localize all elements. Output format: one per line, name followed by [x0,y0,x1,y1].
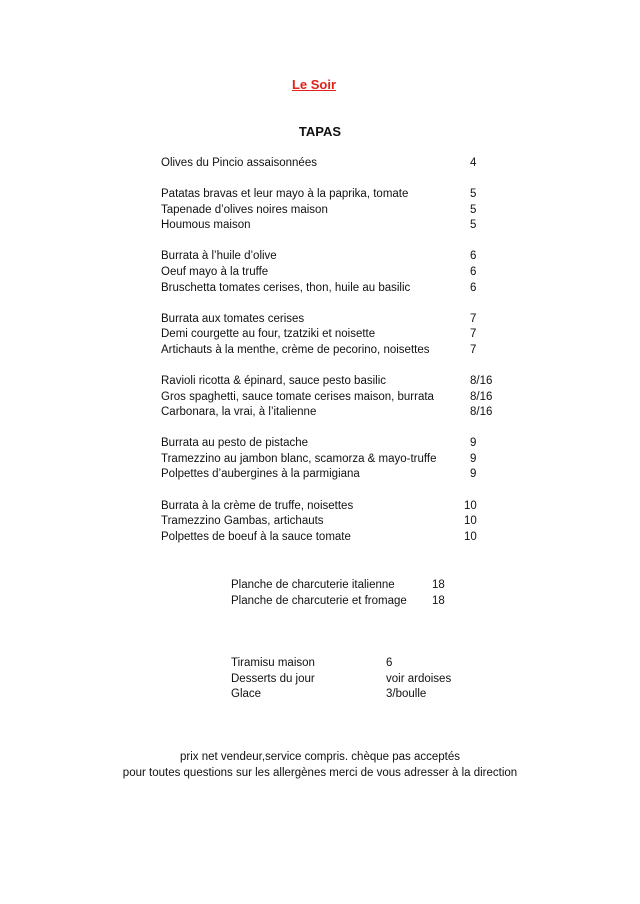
menu-item-price: 7 [470,328,477,341]
menu-item [231,672,452,688]
menu-item-price: 8/16 [470,374,493,387]
menu-item-name: Patatas bravas et leur mayo à la paprika, tomate [161,188,409,201]
menu-item-name: Planche de charcuterie italienne [231,579,395,591]
menu-item-price: 8/16 [470,390,493,403]
menu-item-price: 18 [432,579,445,591]
menu-item-price: 8/16 [470,406,493,419]
menu-item-price: 10 [464,515,477,528]
menu-item-name: Planche de charcuterie et fromage [231,594,407,607]
menu-item [161,249,501,265]
menu-item-price: 9 [470,437,477,450]
menu-item-name: Tapenade d’olives noires maison [161,203,328,216]
menu-item-price: 10 [464,499,477,512]
menu-item-name: Burrata à la crème de truffe, noisettes [161,499,354,512]
menu-item-price: 6 [386,657,393,669]
menu-item [161,452,501,468]
menu-item [161,265,501,281]
menu-item-price: 6 [470,250,477,263]
menu-item-price: 9 [470,452,477,465]
menu-item-price: 7 [470,312,477,325]
menu-item-price: 5 [470,188,477,201]
menu-group [161,187,501,234]
menu-item [161,374,501,390]
menu-item [161,530,501,546]
menu-item-name: Burrata aux tomates cerises [161,312,305,325]
menu-item [161,203,501,219]
menu-item-price: 4 [470,157,477,169]
menu-item-name: Burrata à l’huile d’olive [161,250,277,263]
menu-item-name: Bruschetta tomates cerises, thon, huile au basilic [161,281,411,294]
menu-item-price: voir ardoises [386,672,452,685]
menu-item [161,405,501,421]
footer-line-prices: prix net vendeur,service compris. chèque pas acceptés [180,751,460,763]
menu-group [161,499,501,546]
menu-item [161,390,501,406]
menu-item-name: Glace [231,688,262,701]
menu-item-price: 10 [464,530,477,543]
menu-item-name: Burrata au pesto de pistache [161,437,309,450]
menu-item [161,312,501,328]
menu-group [161,374,501,421]
menu-item [161,499,501,515]
menu-item-price: 7 [470,343,477,356]
menu-group [161,156,501,172]
menu-item [161,436,501,452]
menu-item-name: Demi courgette au four, tzatziki et noisette [161,328,376,341]
footer [0,750,640,781]
menu-item-name: Houmous maison [161,219,251,232]
menu-item-price: 6 [470,265,477,278]
menu-item-name: Tramezzino au jambon blanc, scamorza & mayo-truffe [161,452,437,465]
menu-item-name: Polpettes d’aubergines à la parmigiana [161,468,360,481]
menu-item [161,327,501,343]
menu-item [161,187,501,203]
menu-item-name: Polpettes de boeuf à la sauce tomate [161,530,351,543]
page-title: Le Soir [291,77,337,92]
menu-group [161,249,501,296]
menu-item-name: Gros spaghetti, sauce tomate cerises maison, burrata [161,390,434,403]
menu-item [231,578,445,594]
menu-item-name: Olives du Pincio assaisonnées [161,157,317,169]
menu-item-price: 5 [470,203,477,216]
menu-item-price: 9 [470,468,477,481]
footer-line-allergens: pour toutes questions sur les allergènes merci de vous adresser à la direction [122,766,518,779]
menu-item [231,687,427,703]
menu-item-price: 3/boulle [386,688,427,701]
menu-group [161,436,501,483]
menu-item [161,467,501,483]
menu-item-name: Tiramisu maison [231,657,315,669]
menu-item-price: 6 [470,281,477,294]
menu-item [161,514,501,530]
menu-item-name: Desserts du jour [231,672,315,685]
tapas-menu [161,156,501,561]
menu-item-name: Tramezzino Gambas, artichauts [161,515,324,528]
menu-item-name: Artichauts à la menthe, crème de pecorino, noisettes [161,343,430,356]
menu-item [161,218,501,234]
menu-item-name: Oeuf mayo à la truffe [161,265,269,278]
menu-item-name: Ravioli ricotta & épinard, sauce pesto basilic [161,374,387,387]
desserts-menu [231,656,452,703]
menu-item [231,594,445,610]
menu-item [161,281,501,297]
menu-item [161,156,501,172]
menu-item [161,343,501,359]
menu-item-name: Carbonara, la vrai, à l’italienne [161,406,317,419]
menu-item-price: 18 [432,594,445,607]
planches-menu [231,578,445,609]
menu-item-price: 5 [470,219,477,232]
section-title-tapas: TAPAS [298,124,342,139]
menu-group [161,312,501,359]
menu-item [231,656,393,672]
